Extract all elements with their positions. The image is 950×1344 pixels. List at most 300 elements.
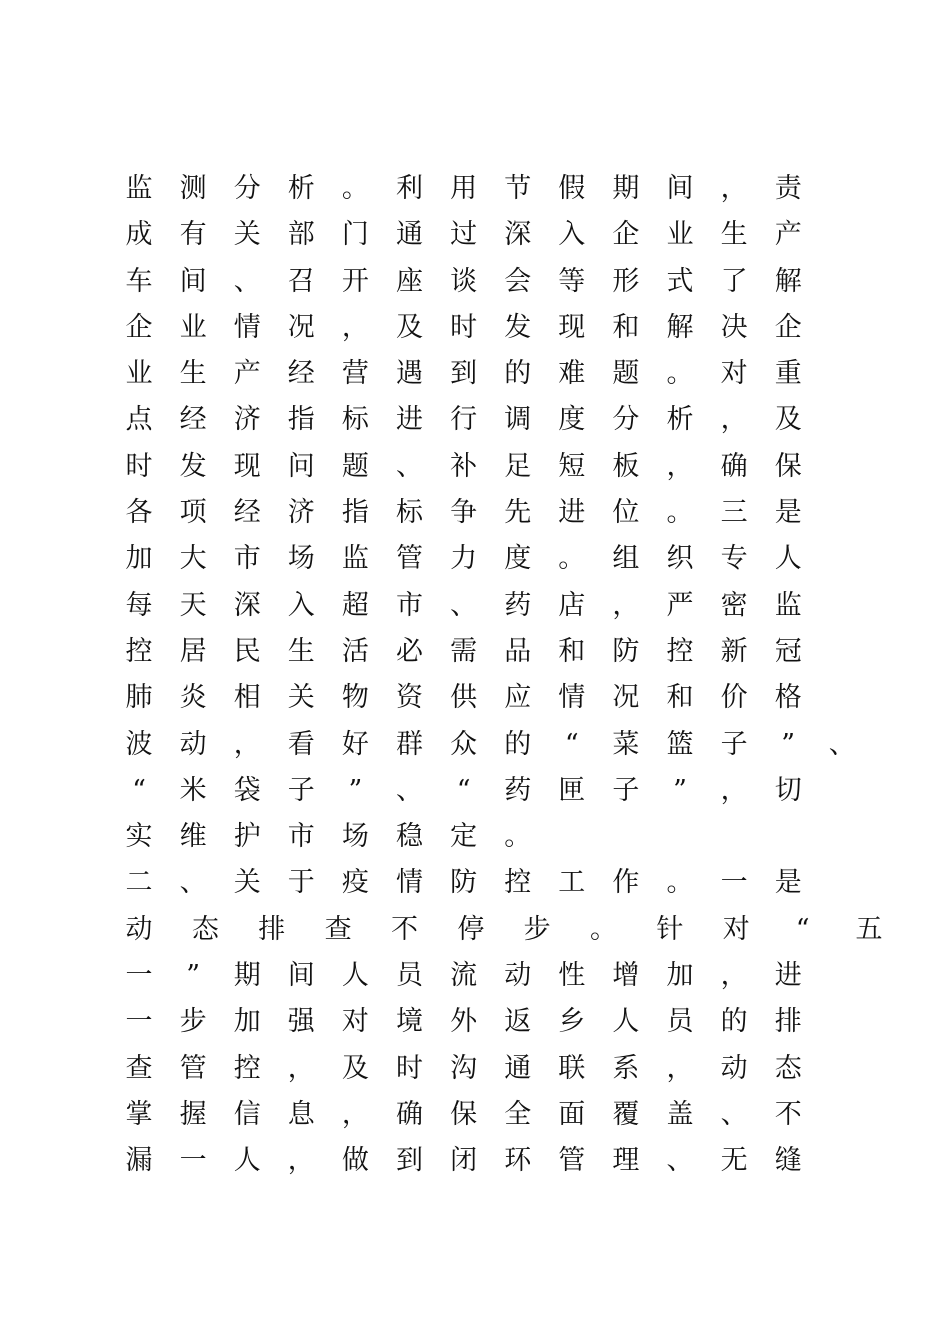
text-char: 疫 xyxy=(341,867,369,899)
text-line xyxy=(124,1046,884,1092)
text-char: 确 xyxy=(396,1098,423,1130)
text-char: 态 xyxy=(774,1052,802,1084)
text-char: 性 xyxy=(558,960,586,992)
text-char: 及 xyxy=(774,404,802,436)
text-char: 会 xyxy=(504,265,532,297)
text-char: 乡 xyxy=(558,1006,586,1038)
text-char: 生 xyxy=(287,635,315,667)
text-char: 加 xyxy=(666,960,694,992)
text-char: 关 xyxy=(233,867,261,899)
text-char: 看 xyxy=(287,728,315,760)
text-char: 重 xyxy=(774,358,802,390)
text-char: 开 xyxy=(341,265,369,297)
text-char: 业 xyxy=(179,311,207,343)
text-char: 通 xyxy=(504,1052,532,1084)
text-char: 联 xyxy=(558,1052,586,1084)
text-char: 炎 xyxy=(179,682,207,714)
text-char: 场 xyxy=(341,821,369,853)
text-line xyxy=(124,536,884,582)
text-char: 管 xyxy=(396,543,423,575)
text-char: 一 xyxy=(125,960,153,992)
text-char: 盖 xyxy=(666,1098,694,1130)
text-char: 门 xyxy=(341,219,369,251)
text-char: 一 xyxy=(179,1145,207,1177)
text-char: 利 xyxy=(396,173,423,204)
text-char: 争 xyxy=(450,497,478,529)
text-char: 的 xyxy=(504,728,532,760)
text-char: 时 xyxy=(450,311,478,343)
text-char: 控 xyxy=(666,635,694,667)
text-char: 的 xyxy=(720,1006,748,1038)
text-char: 店 xyxy=(558,589,586,621)
text-char: 足 xyxy=(504,450,532,482)
text-char: 闭 xyxy=(450,1145,478,1177)
text-char: 间 xyxy=(179,265,207,297)
text-char: 织 xyxy=(666,543,694,575)
text-char: 保 xyxy=(450,1098,478,1130)
text-char: 监 xyxy=(125,173,153,204)
text-char: 必 xyxy=(396,635,423,667)
text-char: 期 xyxy=(233,960,261,992)
text-char: 产 xyxy=(774,219,802,251)
text-char: 步 xyxy=(523,913,551,945)
text-char: 控 xyxy=(125,635,153,667)
text-char: 需 xyxy=(450,635,478,667)
text-char: ， xyxy=(720,774,748,806)
text-char: 境 xyxy=(396,1006,423,1038)
text-char: 握 xyxy=(179,1098,207,1130)
text-line xyxy=(124,583,884,629)
text-char: 返 xyxy=(504,1006,532,1038)
text-char: 员 xyxy=(396,960,423,992)
text-char: 工 xyxy=(558,867,586,899)
text-char: 动 xyxy=(720,1052,748,1084)
text-char: 控 xyxy=(504,867,532,899)
text-char: 好 xyxy=(341,728,369,760)
text-char: 难 xyxy=(558,358,586,390)
text-char: 过 xyxy=(450,219,478,251)
text-char: 经 xyxy=(179,404,207,436)
text-char: 。 xyxy=(558,543,586,575)
text-char: “ xyxy=(564,728,579,760)
text-char: 和 xyxy=(612,311,640,343)
text-char: ， xyxy=(233,728,261,760)
text-char: 人 xyxy=(774,543,802,575)
text-char: 时 xyxy=(125,450,153,482)
text-char: 每 xyxy=(125,589,153,621)
text-char: 产 xyxy=(233,358,261,390)
text-char: 肺 xyxy=(125,682,153,714)
text-char: 、 xyxy=(396,774,423,806)
text-char: 解 xyxy=(666,311,694,343)
text-char: 期 xyxy=(612,173,640,204)
text-char: 关 xyxy=(233,219,261,251)
text-char: 停 xyxy=(457,913,485,945)
text-char: 沟 xyxy=(450,1052,478,1084)
text-char: 面 xyxy=(558,1098,586,1130)
text-char: 、 xyxy=(396,450,423,482)
text-char: 对 xyxy=(341,1006,369,1038)
text-char: 企 xyxy=(774,311,802,343)
text-char: 短 xyxy=(558,450,586,482)
text-char: 测 xyxy=(179,173,207,204)
text-char: 切 xyxy=(774,774,802,806)
text-char: 时 xyxy=(396,1052,423,1084)
text-char: 解 xyxy=(774,265,802,297)
text-char: ， xyxy=(666,450,694,482)
text-line xyxy=(124,397,884,443)
text-char: 流 xyxy=(450,960,478,992)
text-char: 经 xyxy=(287,358,315,390)
text-char: 召 xyxy=(287,265,315,297)
text-char: 加 xyxy=(125,543,153,575)
text-char: ， xyxy=(720,173,748,204)
text-char: 部 xyxy=(287,219,315,251)
text-char: 不 xyxy=(390,913,418,945)
text-char: 强 xyxy=(287,1006,315,1038)
text-char: 及 xyxy=(396,311,423,343)
text-char: 了 xyxy=(720,265,748,297)
text-char: 进 xyxy=(774,960,802,992)
text-char: 天 xyxy=(179,589,207,621)
text-char: 是 xyxy=(774,867,802,899)
text-char: 和 xyxy=(666,682,694,714)
text-char: 通 xyxy=(396,219,423,251)
text-char: “ xyxy=(132,774,146,806)
text-char: 济 xyxy=(233,404,261,436)
text-char: ， xyxy=(287,1145,315,1177)
text-line xyxy=(124,212,884,258)
text-line xyxy=(124,860,884,906)
text-char: 决 xyxy=(720,311,748,343)
text-char: “ xyxy=(456,774,471,806)
text-char: 缝 xyxy=(774,1145,802,1177)
text-line xyxy=(124,768,884,814)
text-char: 项 xyxy=(179,497,207,529)
text-char: 座 xyxy=(396,265,423,297)
text-char: 。 xyxy=(504,821,532,853)
text-char: 谈 xyxy=(450,265,478,297)
text-char: 民 xyxy=(233,635,261,667)
text-line xyxy=(124,490,884,536)
text-char: 作 xyxy=(612,867,640,899)
text-char: 超 xyxy=(341,589,369,621)
text-char: 题 xyxy=(341,450,369,482)
text-line xyxy=(124,351,884,397)
text-char: 动 xyxy=(504,960,532,992)
text-char: 发 xyxy=(179,450,207,482)
text-line xyxy=(124,305,884,351)
text-char: 控 xyxy=(233,1052,261,1084)
text-char: 济 xyxy=(287,497,315,529)
text-char: 各 xyxy=(125,497,153,529)
text-char: 情 xyxy=(396,867,423,899)
text-char: 维 xyxy=(179,821,207,853)
text-char: 节 xyxy=(504,173,532,204)
text-char: 人 xyxy=(341,960,369,992)
text-char: 不 xyxy=(774,1098,802,1130)
text-char: 众 xyxy=(450,728,478,760)
text-char: 用 xyxy=(450,173,478,204)
text-char: 补 xyxy=(450,450,478,482)
text-char: 子 xyxy=(720,728,748,760)
text-char: 情 xyxy=(233,311,261,343)
text-char: 实 xyxy=(125,821,153,853)
text-line xyxy=(124,999,884,1045)
text-char: 活 xyxy=(341,635,369,667)
text-char: 环 xyxy=(504,1145,532,1177)
text-line xyxy=(124,1138,884,1184)
text-char: 分 xyxy=(233,173,261,204)
text-char: 、 xyxy=(828,728,856,760)
text-char: 五 xyxy=(855,913,883,945)
text-line xyxy=(124,629,884,675)
text-char: 。 xyxy=(666,867,694,899)
text-char: ， xyxy=(341,311,369,343)
text-char: 入 xyxy=(558,219,586,251)
text-char: ， xyxy=(720,404,748,436)
text-char: 一 xyxy=(720,867,748,899)
text-char: 供 xyxy=(450,682,478,714)
text-char: 间 xyxy=(287,960,315,992)
text-char: 企 xyxy=(612,219,640,251)
text-char: 生 xyxy=(179,358,207,390)
text-char: 格 xyxy=(774,682,802,714)
text-char: 做 xyxy=(341,1145,369,1177)
text-char: 的 xyxy=(504,358,532,390)
text-char: 进 xyxy=(396,404,423,436)
text-line xyxy=(124,166,884,212)
text-char: 动 xyxy=(125,913,153,945)
text-char: 经 xyxy=(233,497,261,529)
text-char: 进 xyxy=(558,497,586,529)
text-char: 相 xyxy=(233,682,261,714)
text-char: 系 xyxy=(612,1052,640,1084)
text-char: 稳 xyxy=(396,821,423,853)
text-char: 责 xyxy=(774,173,802,204)
text-char: 波 xyxy=(125,728,153,760)
text-char: 现 xyxy=(233,450,261,482)
text-char: 信 xyxy=(233,1098,261,1130)
text-char: 深 xyxy=(233,589,261,621)
text-char: 析 xyxy=(287,173,315,204)
text-char: 药 xyxy=(504,589,532,621)
text-char: 群 xyxy=(396,728,423,760)
text-char: 间 xyxy=(666,173,694,204)
text-char: 动 xyxy=(179,728,207,760)
text-char: 无 xyxy=(720,1145,748,1177)
text-char: 现 xyxy=(558,311,586,343)
text-char: 查 xyxy=(324,913,352,945)
text-char: 对 xyxy=(722,913,750,945)
text-char: 况 xyxy=(612,682,640,714)
text-char: 米 xyxy=(179,774,207,806)
text-char: 。 xyxy=(341,173,369,204)
text-char: 定 xyxy=(450,821,478,853)
text-char: 和 xyxy=(558,635,586,667)
text-char: 点 xyxy=(125,404,153,436)
body-text xyxy=(124,166,884,1185)
text-char: 等 xyxy=(558,265,586,297)
text-char: 形 xyxy=(612,265,640,297)
text-char: 息 xyxy=(287,1098,315,1130)
text-char: 企 xyxy=(125,311,153,343)
text-char: 车 xyxy=(125,265,153,297)
text-char: 药 xyxy=(504,774,532,806)
text-char: 态 xyxy=(191,913,219,945)
text-char: 排 xyxy=(774,1006,802,1038)
text-char: 、 xyxy=(666,1145,694,1177)
text-char: 漏 xyxy=(125,1145,153,1177)
text-char: 。 xyxy=(590,913,618,945)
text-char: 防 xyxy=(612,635,640,667)
text-char: 问 xyxy=(287,450,315,482)
text-char: 况 xyxy=(287,311,315,343)
text-char: 品 xyxy=(504,635,532,667)
text-char: ” xyxy=(186,960,200,992)
text-char: 、 xyxy=(233,265,261,297)
text-char: 遇 xyxy=(396,358,423,390)
text-char: 密 xyxy=(720,589,748,621)
text-char: 场 xyxy=(287,543,315,575)
text-char: 全 xyxy=(504,1098,532,1130)
text-char: 确 xyxy=(720,450,748,482)
text-char: 管 xyxy=(558,1145,586,1177)
text-char: 资 xyxy=(396,682,423,714)
text-char: 标 xyxy=(396,497,423,529)
text-line xyxy=(124,722,884,768)
text-line xyxy=(124,259,884,305)
text-char: 护 xyxy=(233,821,261,853)
text-char: 发 xyxy=(504,311,532,343)
text-char: 、 xyxy=(720,1098,748,1130)
text-char: 价 xyxy=(720,682,748,714)
text-char: 标 xyxy=(341,404,369,436)
text-line xyxy=(124,953,884,999)
text-char: 严 xyxy=(666,589,694,621)
text-char: 覆 xyxy=(612,1098,640,1130)
text-char: 成 xyxy=(125,219,153,251)
text-char: 业 xyxy=(666,219,694,251)
text-char: 度 xyxy=(558,404,586,436)
text-char: 指 xyxy=(287,404,315,436)
text-char: 加 xyxy=(233,1006,261,1038)
text-char: 位 xyxy=(612,497,640,529)
text-char: 关 xyxy=(287,682,315,714)
text-char: 行 xyxy=(450,404,478,436)
text-char: 二 xyxy=(125,867,153,899)
text-char: ， xyxy=(720,960,748,992)
text-line xyxy=(124,1092,884,1138)
text-char: 防 xyxy=(450,867,478,899)
text-char: 菜 xyxy=(612,728,640,760)
text-char: 板 xyxy=(612,450,640,482)
text-char: 人 xyxy=(233,1145,261,1177)
text-char: 市 xyxy=(233,543,261,575)
text-char: 人 xyxy=(612,1006,640,1038)
text-char: 冠 xyxy=(774,635,802,667)
text-char: ” xyxy=(348,774,363,806)
text-char: 理 xyxy=(612,1145,640,1177)
text-char: 于 xyxy=(287,867,315,899)
text-char: 新 xyxy=(720,635,748,667)
text-char: ” xyxy=(673,774,687,806)
text-char: 业 xyxy=(125,358,153,390)
text-char: 一 xyxy=(125,1006,153,1038)
text-char: 大 xyxy=(179,543,207,575)
text-char: 保 xyxy=(774,450,802,482)
text-char: 外 xyxy=(450,1006,478,1038)
text-char: “ xyxy=(795,913,810,945)
text-char: 到 xyxy=(396,1145,423,1177)
text-char: 物 xyxy=(341,682,369,714)
text-char: 生 xyxy=(720,219,748,251)
text-char: 假 xyxy=(558,173,586,204)
text-char: ” xyxy=(781,728,796,760)
text-line xyxy=(124,907,884,953)
text-char: ， xyxy=(287,1052,315,1084)
text-char: 管 xyxy=(179,1052,207,1084)
text-char: ， xyxy=(666,1052,694,1084)
text-char: 入 xyxy=(287,589,315,621)
text-char: 析 xyxy=(666,404,694,436)
text-char: 监 xyxy=(341,543,369,575)
text-char: 。 xyxy=(666,497,694,529)
text-line xyxy=(124,675,884,721)
text-char: 调 xyxy=(504,404,532,436)
text-char: 市 xyxy=(396,589,423,621)
text-char: 排 xyxy=(258,913,286,945)
text-line xyxy=(124,814,884,860)
text-char: 分 xyxy=(612,404,640,436)
text-char: ， xyxy=(341,1098,369,1130)
text-char: 是 xyxy=(774,497,802,529)
text-char: 三 xyxy=(720,497,748,529)
text-char: 、 xyxy=(179,867,207,899)
text-char: 员 xyxy=(666,1006,694,1038)
text-char: 力 xyxy=(450,543,478,575)
text-char: 增 xyxy=(612,960,640,992)
text-char: 题 xyxy=(612,358,640,390)
text-char: 篮 xyxy=(666,728,694,760)
text-char: 指 xyxy=(341,497,369,529)
text-char: 、 xyxy=(450,589,478,621)
text-char: 情 xyxy=(558,682,586,714)
text-char: 深 xyxy=(504,219,532,251)
text-char: 对 xyxy=(720,358,748,390)
text-char: 式 xyxy=(666,265,694,297)
text-char: 针 xyxy=(656,913,684,945)
text-char: 居 xyxy=(179,635,207,667)
text-char: 有 xyxy=(179,219,207,251)
text-char: 。 xyxy=(666,358,694,390)
text-char: 市 xyxy=(287,821,315,853)
text-char: 掌 xyxy=(125,1098,153,1130)
text-char: 度 xyxy=(504,543,532,575)
text-line xyxy=(124,444,884,490)
text-char: 组 xyxy=(612,543,640,575)
text-char: 步 xyxy=(179,1006,207,1038)
text-char: 先 xyxy=(504,497,532,529)
text-char: ， xyxy=(612,589,640,621)
text-char: 及 xyxy=(341,1052,369,1084)
text-char: 到 xyxy=(450,358,478,390)
text-char: 营 xyxy=(341,358,369,390)
text-char: 袋 xyxy=(233,774,261,806)
text-char: 专 xyxy=(720,543,748,575)
text-char: 监 xyxy=(774,589,802,621)
text-char: 查 xyxy=(125,1052,153,1084)
